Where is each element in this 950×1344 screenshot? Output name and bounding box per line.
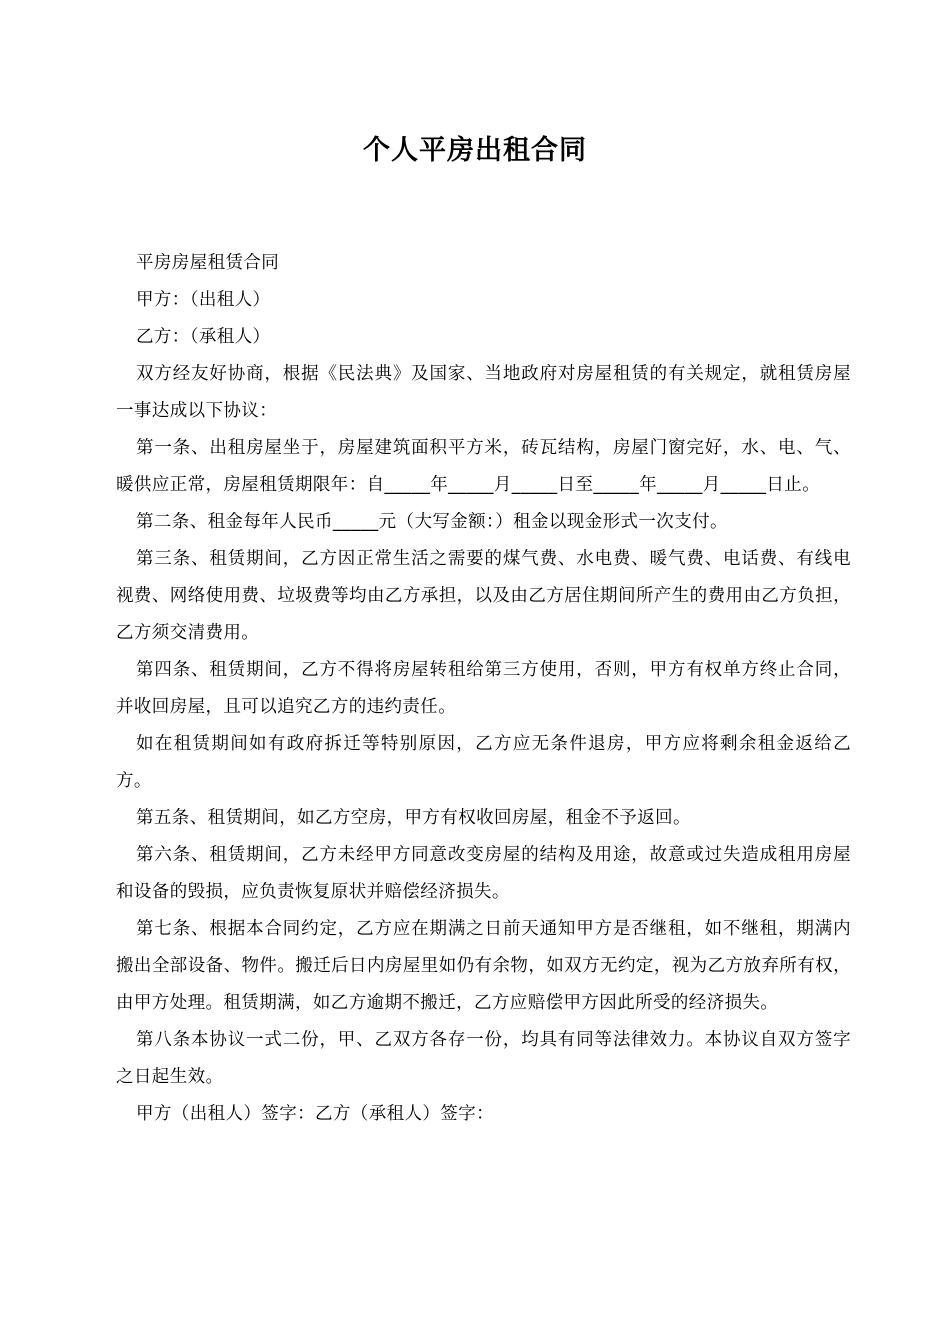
paragraph-article-2: 第二条、租金每年人民币_____元（大写金额：）租金以现金形式一次支付。 (136, 512, 728, 532)
paragraph-party-b: 乙方：（承租人） (136, 327, 271, 347)
paragraph-article-3: 第三条、租赁期间，乙方因正常生活之需要的煤气费、水电费、暖气费、电话费、有线电视费、网络使用费、垃圾费等均由乙方承担，以及由乙方居住期间所产生的费用由乙方负担，乙方须交清费用。 (116, 549, 851, 643)
paragraph-article-4: 第四条、租赁期间，乙方不得将房屋转租给第三方使用，否则，甲方有权单方终止合同，并收回房屋，且可以追究乙方的违约责任。 (116, 660, 851, 717)
paragraph-signatures: 甲方（出租人）签字：乙方（承租人）签字： (136, 1104, 494, 1124)
paragraph-article-8: 第八条本协议一式二份，甲、乙双方各存一份，均具有同等法律效力。本协议自双方签字之日起生效。 (116, 1030, 851, 1087)
paragraph-article-1: 第一条、出租房屋坐于，房屋建筑面积平方米，砖瓦结构，房屋门窗完好，水、电、气、暖供应正常，房屋租赁期限年：自_____年_____月_____日至_____年_____月_____日止。 (116, 438, 851, 495)
paragraph-heading: 平房房屋租赁合同 (136, 253, 280, 273)
paragraph-article-6: 第六条、租赁期间，乙方未经甲方同意改变房屋的结构及用途，故意或过失造成租用房屋和设备的毁损，应负责恢复原状并赔偿经济损失。 (116, 845, 851, 902)
paragraph-article-7: 第七条、根据本合同约定，乙方应在期满之日前天通知甲方是否继租，如不继租，期满内搬出全部设备、物件。搬迁后日内房屋里如仍有余物，如双方无约定，视为乙方放弃所有权，由甲方处理。租赁期满，如乙方逾期不搬迁，乙方应赔偿甲方因此所受的经济损失。 (116, 919, 851, 1013)
paragraph-preamble: 双方经友好协商，根据《民法典》及国家、当地政府对房屋租赁的有关规定，就租赁房屋一事达成以下协议： (116, 364, 851, 421)
document-body (116, 245, 851, 1133)
paragraph-demolition-clause: 如在租赁期间如有政府拆迁等特别原因，乙方应无条件退房，甲方应将剩余租金返给乙方。 (116, 734, 851, 791)
document-title: 个人平房出租合同 (363, 135, 587, 166)
paragraph-party-a: 甲方：（出租人） (136, 290, 271, 310)
paragraph-article-5: 第五条、租赁期间，如乙方空房，甲方有权收回房屋，租金不予返回。 (136, 808, 691, 828)
